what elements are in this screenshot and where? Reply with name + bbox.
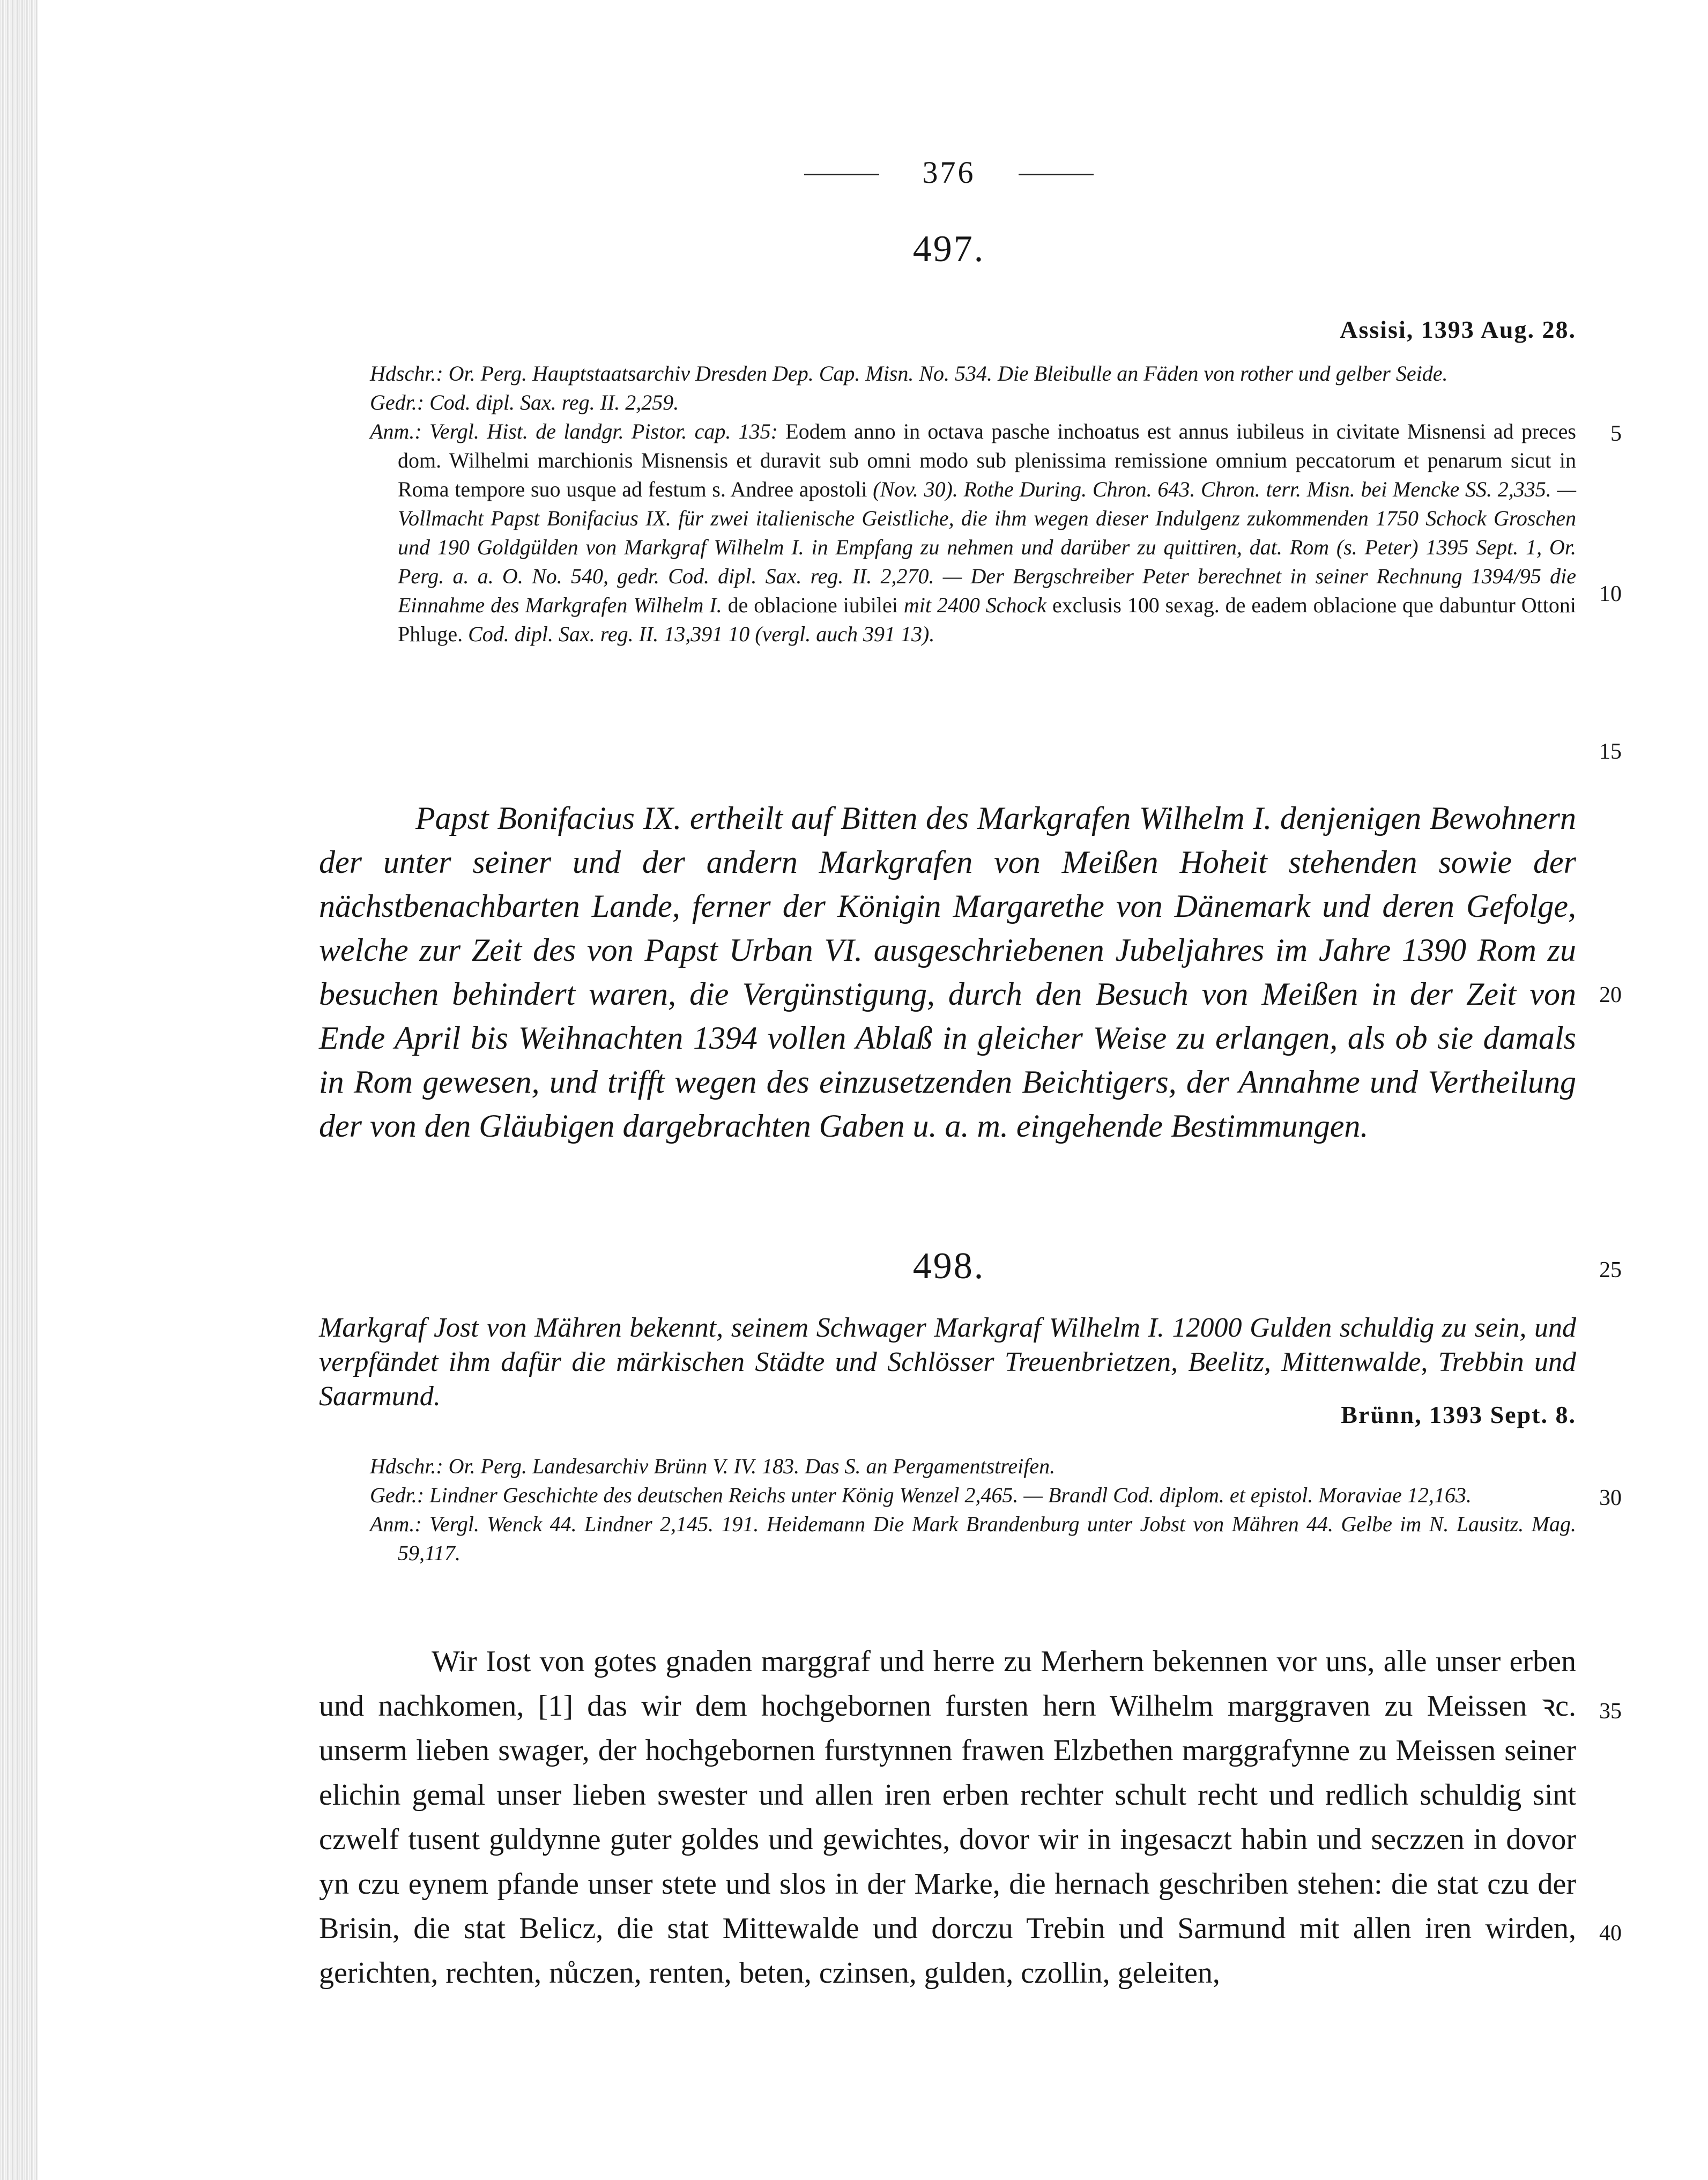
apparatus-498 [370,1452,1576,1568]
regest-497 [319,796,1576,1148]
header-rule-left [804,174,879,175]
hdschr-497: Hdschr.: Or. Perg. Hauptstaatsarchiv Dresden Dep. Cap. Misn. No. 534. Die Bleibulle an Fäden von rother und gelber Seide. [370,361,1448,385]
charter-text-498-paragraph: Wir Iost von gotes gnaden marggraf und herre zu Merhern bekennen vor uns, alle unser erben und nachkomen, [1] das wir dem hochgebornen fursten hern Wilhelm marggraven zu Meissen ꝛc. unserm lieben swager, der hochgebornen furstynnen frawen Elzbethen marggrafynne zu Meissen seiner elichin gemal unser lieben swester und allen iren erben rechter schult recht und redlich schuldig sint czwelf tusent guldynne guter goldes und gewichtes, dovor wir in ingesaczt habin und seczzen in dovor yn czu eynem pfande unser stete und slos in der Marke, die hernach geschriben stehen: die stat czu der Brisin, die stat Belicz, die stat Mittewalde und dorczu Trebin und Sarmund mit allen iren wirden, gerichten, rechten, nůczen, renten, beten, czinsen, gulden, czollin, geleiten, [319,1645,1576,1990]
hdschr-498: Hdschr.: Or. Perg. Landesarchiv Brünn V. IV. 183. Das S. an Pergamentstreifen. [370,1454,1056,1478]
regest-497-text: Papst Bonifacius IX. ertheilt auf Bitten des Markgrafen Wilhelm I. denjenigen Bewohnern der unter seiner und der andern Markgrafen von Meißen Hoheit stehenden sowie der nächstbenachbarten Lande, ferner der Königin Margarethe von Dänemark und deren Gefolge, welche zur Zeit des von Papst Urban VI. ausgeschriebenen Jubeljahres im Jahre 1390 Rom zu besuchen behindert waren, die Vergünstigung, durch den Besuch von Meißen in der Zeit von Ende April bis Weihnachten 1394 vollen Ablaß in gleicher Weise zu erlangen, als ob sie damals in Rom gewesen, und trifft wegen des einzusetzenden Beichtigers, der Annahme und Vertheilung der von den Gläubigen dargebrachten Gaben u. a. m. eingehende Bestimmungen. [319,800,1576,1144]
anm-497-mid: mit 2400 Schock [903,593,1047,617]
apparatus-497 [370,359,1576,649]
regest-498 [319,1311,1576,1414]
page-header [804,154,1094,197]
line-number-25: 25 [1599,1258,1622,1282]
line-number-15: 15 [1599,739,1622,764]
dateline-497: Assisi, 1393 Aug. 28. [1340,316,1576,343]
anm-497 [370,417,1576,649]
dateline-498: Brünn, 1393 Sept. 8. [1341,1401,1576,1428]
anm-498: Anm.: Vergl. Wenck 44. Lindner 2,145. 191. Heidemann Die Mark Brandenburg unter Jobst von Mähren 44. Gelbe im N. Lausitz. Mag. 59,117. [370,1512,1576,1565]
header-rule-right [1019,174,1094,175]
anm-497-latin2: de oblacione iubilei [727,593,898,617]
anm-497-rest: (Nov. 30). Rothe During. Chron. 643. Chron. terr. Misn. bei Mencke SS. 2,335. — Vollmacht Papst Bonifacius IX. für zwei italienische Geistliche, die ihm wegen dieser Indulgenz zukommenden 1750 Schock Groschen und 190 Goldgülden von Markgraf Wilhelm I. in Empfang zu nehmen und darüber zu quittiren, dat. Rom (s. Peter) 1395 Sept. 1, Or. Perg. a. a. O. No. 540, gedr. Cod. dipl. Sax. reg. II. 2,270. — Der Bergschreiber Peter berechnet in seiner Rechnung 1394/95 die Einnahme des Markgrafen Wilhelm I. [398,477,1577,617]
page-number: 376 [922,155,976,190]
gedr-497: Gedr.: Cod. dipl. Sax. reg. II. 2,259. [370,390,679,414]
line-number-40: 40 [1599,1921,1622,1946]
line-number-5: 5 [1610,421,1622,446]
anm-497-latin3: exclusis 100 sexag. de eadem oblacione que dabuntur Ottoni Phluge. [398,593,1577,646]
scan-edge-shadow [0,0,38,2180]
document-number-498: 498. [912,1245,985,1287]
document-number-497: 497. [912,228,985,270]
line-number-20: 20 [1599,983,1622,1007]
line-number-10: 10 [1599,582,1622,606]
anm-497-label: Anm.: Vergl. Hist. de landgr. Pistor. cap. 135: [370,419,778,443]
anm-497-end: Cod. dipl. Sax. reg. II. 13,391 10 (vergl. auch 391 13). [468,622,935,646]
anm-497-latin: Eodem anno in octava pasche inchoatus est annus iubileus in civitate Misnensi ad preces dom. Wilhelmi marchionis Misnensis et duravit sub omni modo sub plenissima remissione omnium peccatorum et penarum sicut in Roma tempore suo usque ad festum s. Andree apostoli [398,419,1577,501]
line-number-30: 30 [1599,1486,1622,1510]
charter-text-498 [319,1640,1576,1996]
gedr-498: Gedr.: Lindner Geschichte des deutschen Reichs unter König Wenzel 2,465. — Brandl Cod. diplom. et epistol. Moraviae 12,163. [370,1483,1472,1507]
line-number-35: 35 [1599,1699,1622,1724]
regest-498-text: Markgraf Jost von Mähren bekennt, seinem Schwager Markgraf Wilhelm I. 12000 Gulden schuldig zu sein, und verpfändet ihm dafür die märkischen Städte und Schlösser Treuenbrietzen, Beelitz, Mittenwalde, Trebbin und Saarmund. [319,1313,1576,1412]
